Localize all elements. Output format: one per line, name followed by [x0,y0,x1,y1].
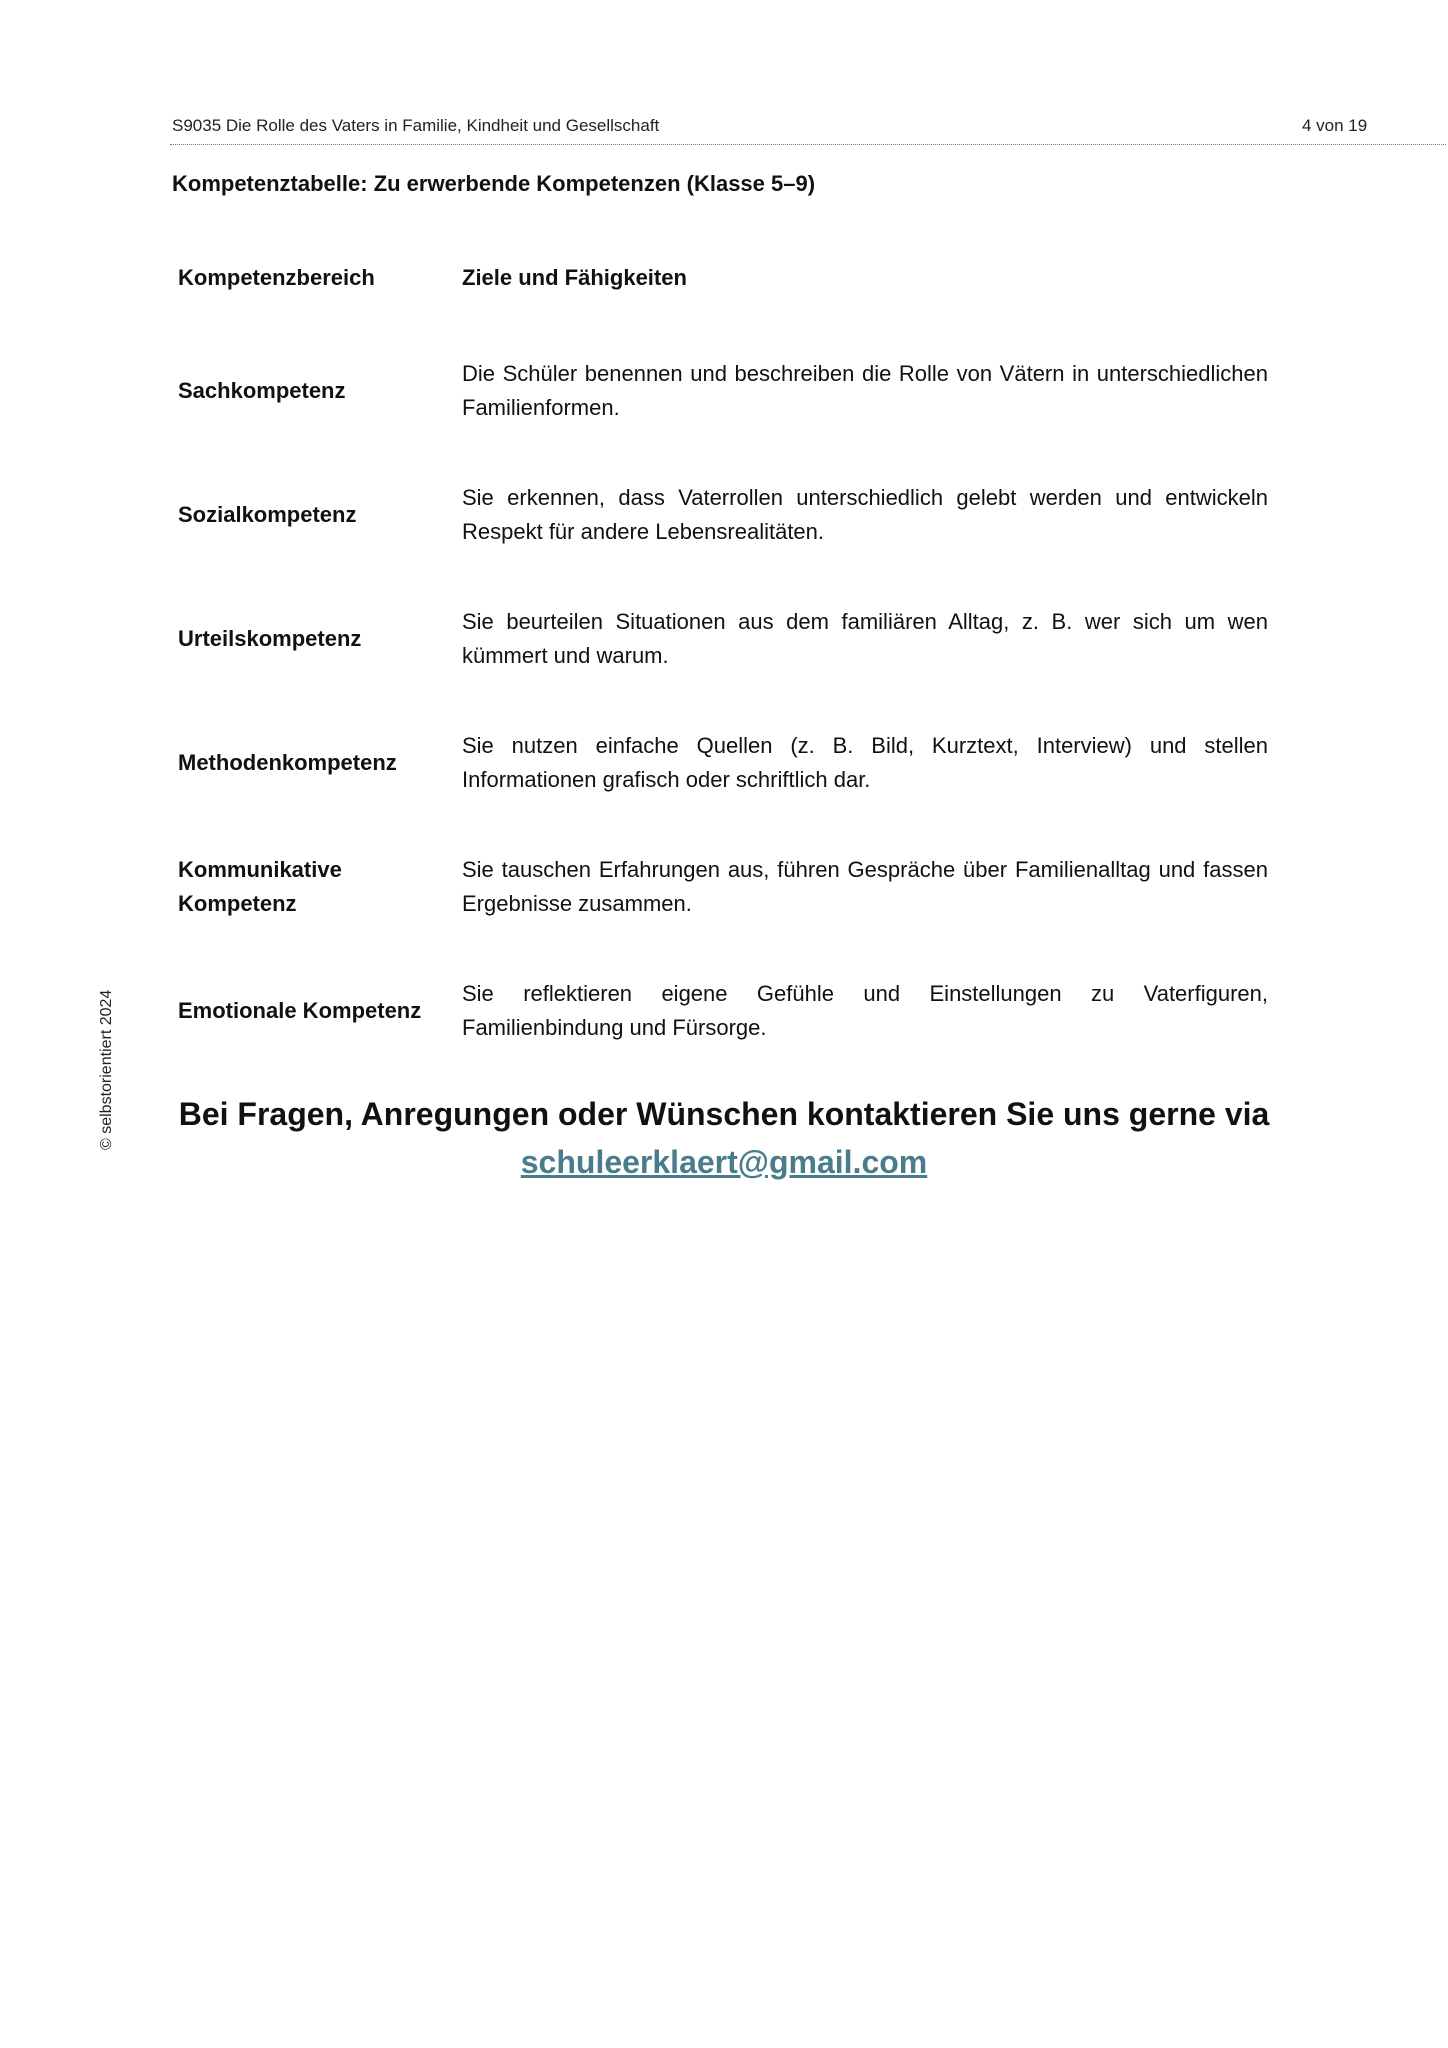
page-number: 4 von 19 [1302,116,1368,135]
competence-goal: Die Schüler benennen und beschreiben die Rolle von Vätern in unterschiedlichen Familienformen. [462,361,1268,420]
header-goals: Ziele und Fähigkeiten [462,265,687,290]
table-row [178,474,1268,556]
competence-goal: Sie erkennen, dass Vaterrollen unterschiedlich gelebt werden und entwickeln Respekt für andere Lebensrealitäten. [462,485,1268,544]
competence-goal: Sie beurteilen Situationen aus dem familiären Alltag, z. B. wer sich um wen kümmert und warum. [462,609,1268,668]
table-row [178,350,1268,432]
table-row [178,846,1268,928]
table-row [178,598,1268,680]
competence-area: Methodenkompetenz [178,750,397,775]
table-row [178,722,1268,804]
table-header-row [178,248,1268,308]
copyright-side-text: © selbstorientiert 2024 [98,989,115,1150]
header-competence-area: Kompetenzbereich [178,265,375,290]
competence-goal: Sie nutzen einfache Quellen (z. B. Bild, Kurztext, Interview) und stellen Informationen grafisch oder schriftlich dar. [462,733,1268,792]
competence-area: Emotionale Kompetenz [178,998,422,1023]
contact-block [170,1090,1278,1186]
competence-goal: Sie reflektieren eigene Gefühle und Einstellungen zu Vaterfiguren, Familienbindung und Fürsorge. [462,981,1268,1040]
competence-goal: Sie tauschen Erfahrungen aus, führen Gespräche über Familienalltag und fassen Ergebnisse zusammen. [462,857,1268,916]
competence-area: Sachkompetenz [178,378,346,403]
competence-area: Sozialkompetenz [178,502,357,527]
header-title: S9035 Die Rolle des Vaters in Familie, Kindheit und Gesellschaft [172,116,660,135]
section-title: Kompetenztabelle: Zu erwerbende Kompetenzen (Klasse 5–9) [172,171,816,196]
table-row [178,970,1268,1052]
competence-area: Urteilskompetenz [178,626,362,651]
contact-text: Bei Fragen, Anregungen oder Wünschen kontaktieren Sie uns gerne via [178,1096,1270,1132]
competence-table [178,248,1268,1094]
page-header [170,114,1446,145]
contact-email-link[interactable]: schuleerklaert@gmail.com [520,1144,928,1180]
competence-area: Kommunikative Kompetenz [178,857,342,916]
